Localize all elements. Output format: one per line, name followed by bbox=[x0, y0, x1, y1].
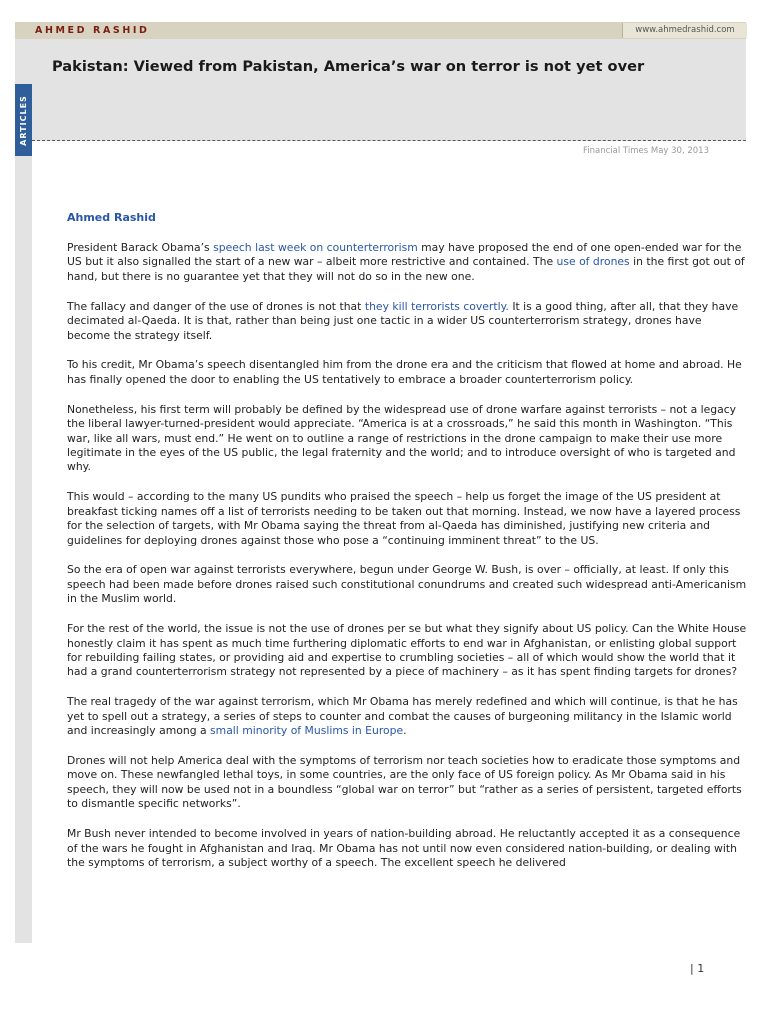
paragraph-text: For the rest of the world, the issue is not the use of drones per se but what they signify about US policy. Can the White House honestly claim it has spent as much time furthering diplomatic efforts to end war in Afghanistan, or enlisting global support for rebuilding failing states, or providing aid and expertise to crumbling societies – all of which would show the world that it had a grand counterterrorism strategy not represented by a piece of machinery – as it has spent finding targets for drones? bbox=[67, 622, 747, 679]
inline-link[interactable]: small minority of Muslims in Europe bbox=[210, 724, 404, 738]
paragraph-text: To his credit, Mr Obama’s speech disentangled him from the drone era and the criticism that flowed at home and abroad. He has finally opened the door to enabling the US tentatively to embrace a broader counterterrorism policy. bbox=[67, 358, 742, 386]
author-name[interactable]: Ahmed Rashid bbox=[67, 211, 156, 224]
paragraph bbox=[67, 695, 747, 738]
inline-link[interactable]: speech last week on counterterrorism bbox=[213, 241, 418, 254]
article-title: Pakistan: Viewed from Pakistan, America’s war on terror is not yet over bbox=[52, 58, 645, 75]
paragraph-text: . bbox=[403, 724, 407, 738]
page-number: | 1 bbox=[690, 962, 705, 975]
paragraph bbox=[67, 622, 747, 680]
paragraph-text: This would – according to the many US pundits who praised the speech – help us forget the image of the US president at breakfast ticking names off a list of terrorists needing to be taken out that morning. Instead, we now have a layered process for the selection of targets, with Mr Obama saying the threat from al-Qaeda has diminished, justifying new criteria and guidelines for deploying drones against those who pose a “continuing imminent threat” to the US. bbox=[67, 490, 741, 547]
inline-link[interactable]: use of drones bbox=[556, 255, 630, 269]
brand-name: AHMED RASHID bbox=[35, 25, 150, 36]
title-box bbox=[15, 39, 746, 141]
side-bar bbox=[15, 39, 32, 943]
website-link[interactable]: www.ahmedrashid.com bbox=[622, 23, 747, 38]
paragraph bbox=[67, 358, 747, 387]
article-body bbox=[67, 241, 747, 886]
paragraph-text: in the first got out of hand, but there is no guarantee yet that they will not do so in the new one. bbox=[67, 255, 745, 283]
paragraph-text: It is a good thing, after all, that they have decimated al-Qaeda. It is that, rather than being just one tactic in a wider US counterterrorism strategy, drones have become the strategy itself. bbox=[67, 299, 739, 342]
paragraph bbox=[67, 490, 747, 548]
paragraph bbox=[67, 827, 747, 870]
paragraph-text: Drones will not help America deal with the symptoms of terrorism nor teach societies how to eradicate those symptoms and move on. These newfangled lethal toys, in some countries, are the only face of US foreign policy. As Mr Obama said in his speech, they will now be used not in a boundless “global war on terror” but “rather as a series of persistent, targeted efforts to dismantle specific networks”. bbox=[67, 753, 742, 811]
inline-link[interactable]: they kill terrorists covertly. bbox=[364, 299, 509, 313]
paragraph-text: President Barack Obama’s bbox=[67, 241, 214, 254]
paragraph-text: Nonetheless, his first term will probably be defined by the widespread use of drone warfare against terrorists – not a legacy the liberal lawyer-turned-president would appreciate. “America is at a crossroads,” he said this month in Washington. “This war, like all wars, must end.” He went on to outline a range of restrictions in the drone campaign to make their use more legitimate in the eyes of the US public, the legal fraternity and the world; and to introduce oversight of who is targeted and why. bbox=[67, 402, 737, 474]
paragraph bbox=[67, 241, 747, 284]
paragraph bbox=[67, 754, 747, 812]
paragraph-text: The real tragedy of the war against terrorism, which Mr Obama has merely redefined and which will continue, is that he has yet to spell out a strategy, a series of steps to counter and combat the causes of burgeoning militancy in the Islamic world and increasingly among a bbox=[67, 695, 738, 738]
paragraph bbox=[67, 563, 747, 606]
paragraph bbox=[67, 403, 747, 475]
paragraph bbox=[67, 300, 747, 343]
articles-tab-label: ARTICLES bbox=[19, 94, 28, 146]
paragraph-text: may have proposed the end of one open-ended war for the US but it also signalled the start of a new war – albeit more restrictive and contained. The bbox=[67, 241, 742, 269]
paragraph-text: The fallacy and danger of the use of drones is not that bbox=[67, 299, 365, 313]
paragraph-text: Mr Bush never intended to become involved in years of nation-building abroad. He reluctantly accepted it as a consequence of the wars he fought in Afghanistan and Iraq. Mr Obama has not until now even considered nation-building, or dealing with the symptoms of terrorism, a subject worthy of a speech. The excellent speech he delivered bbox=[67, 827, 741, 869]
publication-source: Financial Times May 30, 2013 bbox=[583, 146, 709, 156]
paragraph-text: So the era of open war against terrorists everywhere, begun under George W. Bush, is over – officially, at least. If only this speech had been made before drones raised such constitutional conundrums and created such widespread anti-Americanism in the Muslim world. bbox=[67, 563, 747, 606]
divider bbox=[32, 140, 746, 141]
